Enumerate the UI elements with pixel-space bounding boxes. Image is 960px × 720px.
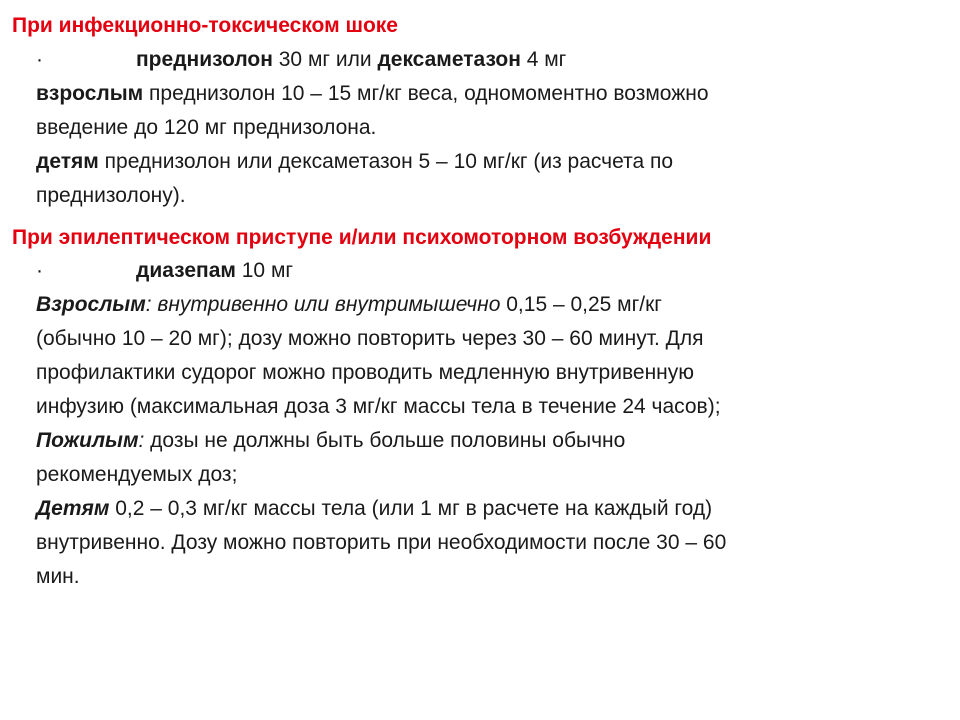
children-line xyxy=(36,145,926,179)
adults-line xyxy=(36,77,926,111)
elderly-label: Пожилым xyxy=(36,429,139,452)
drug-name: преднизолон xyxy=(136,48,273,71)
section-heading-epilepsy: При эпилептическом приступе и/или психомоторном возбуждении xyxy=(12,226,712,249)
dose-text: 4 мг xyxy=(520,48,567,71)
children-label: Детям xyxy=(36,497,110,520)
drug-name: дексаметазон xyxy=(377,48,521,71)
drug-line xyxy=(36,43,926,77)
dose-text: 30 мг или xyxy=(272,48,378,71)
adults-line xyxy=(36,288,926,322)
text-line: внутривенно. Дозу можно повторить при необходимости после 30 – 60 xyxy=(36,531,727,554)
elderly-line xyxy=(36,424,926,458)
bullet: · xyxy=(36,48,43,71)
adults-label: Взрослым xyxy=(36,293,146,316)
children-label: детям xyxy=(36,150,99,173)
bullet: · xyxy=(36,259,43,282)
text: дозы не должны быть больше половины обычно xyxy=(144,429,626,452)
text: 0,2 – 0,3 мг/кг массы тела (или 1 мг в расчете на каждый год) xyxy=(109,497,713,520)
text-line: мин. xyxy=(36,565,80,588)
section-body-toxic-shock xyxy=(36,43,926,213)
route-text: : внутривенно или внутримышечно xyxy=(145,293,501,316)
colon: : xyxy=(138,429,145,452)
dose-text: 10 мг xyxy=(235,259,294,282)
section-body-epilepsy xyxy=(36,254,926,594)
text: преднизолон или дексаметазон 5 – 10 мг/кг (из расчета по xyxy=(98,150,674,173)
text-line: профилактики судорог можно проводить медленную внутривенную xyxy=(36,361,695,384)
drug-name: диазепам xyxy=(136,259,236,282)
text-line: введение до 120 мг преднизолона. xyxy=(36,116,377,139)
adults-label: взрослым xyxy=(36,82,144,105)
drug-line xyxy=(36,254,926,288)
text-line: (обычно 10 – 20 мг); дозу можно повторить через 30 – 60 минут. Для xyxy=(36,327,704,350)
text: 0,15 – 0,25 мг/кг xyxy=(500,293,662,316)
section-heading-toxic-shock: При инфекционно-токсическом шоке xyxy=(12,14,398,37)
text-line: преднизолону). xyxy=(36,184,186,207)
text-line: рекомендуемых доз; xyxy=(36,463,238,486)
text: преднизолон 10 – 15 мг/кг веса, одномоментно возможно xyxy=(143,82,709,105)
children-line xyxy=(36,492,926,526)
text-line: инфузию (максимальная доза 3 мг/кг массы тела в течение 24 часов); xyxy=(36,395,721,418)
